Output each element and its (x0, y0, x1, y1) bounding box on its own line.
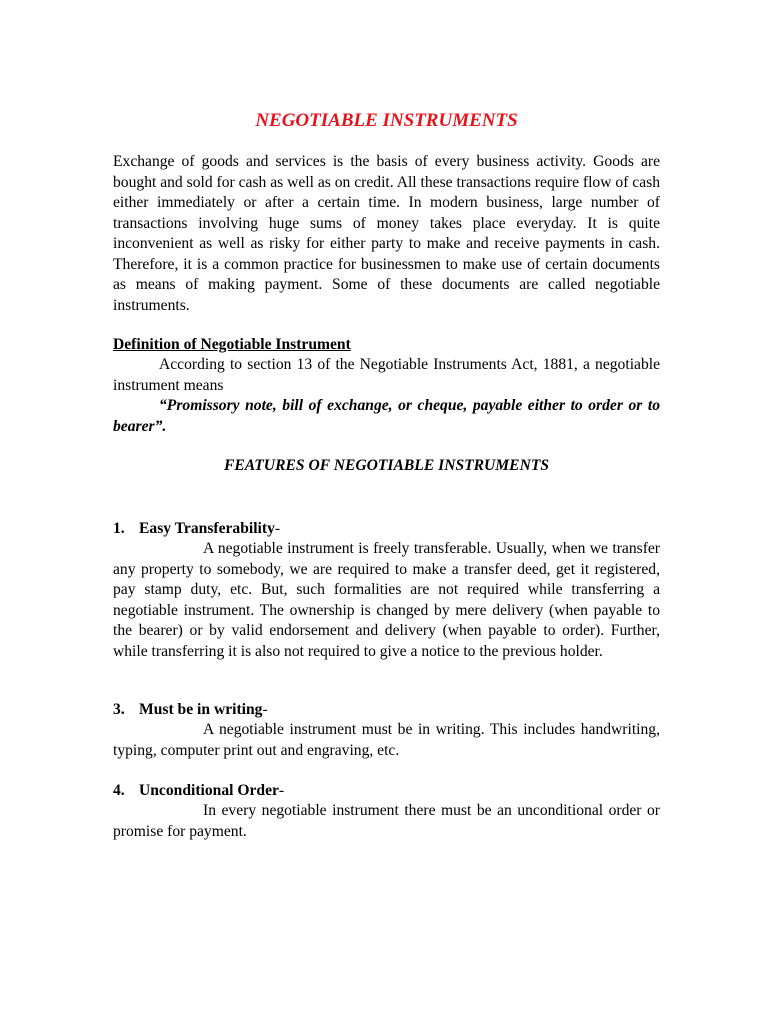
feature-heading-easy-transferability (113, 519, 280, 540)
definition-text: According to section 13 of the Negotiable Instruments Act, 1881, a negotiable instrument means (113, 356, 660, 394)
feature-body-easy-transferability: A negotiable instrument is freely transferable. Usually, when we transfer any property to somebody, we are required to make a transfer deed, get it registered, pay stamp duty, etc. But, such formalities are not required while transferring a negotiable instrument. The ownership is changed by mere delivery (when payable to the bearer) or by valid endorsement and delivery (when payable to order). Further, while transferring it is also not required to give a notice to the previous holder. (113, 540, 660, 660)
definition-quote: “Promissory note, bill of exchange, or cheque, payable either to order or to bearer”. (113, 397, 660, 435)
feature-body-unconditional-order: In every negotiable instrument there must be an unconditional order or promise for payment. (113, 802, 660, 840)
feature-dash: - (262, 701, 268, 718)
feature-title: Unconditional Order (139, 782, 279, 799)
feature-number: 1. (113, 520, 125, 537)
definition-heading: Definition of Negotiable Instrument (113, 336, 351, 353)
page-title: NEGOTIABLE INSTRUMENTS (255, 110, 518, 131)
feature-number: 4. (113, 782, 125, 799)
feature-body-must-be-in-writing: A negotiable instrument must be in writing. This includes handwriting, typing, computer print out and engraving, etc. (113, 721, 660, 759)
feature-dash: - (274, 520, 281, 537)
feature-title: Easy Transferability (139, 520, 275, 537)
feature-heading-unconditional-order (113, 781, 284, 802)
feature-dash: - (278, 782, 285, 799)
features-heading: FEATURES OF NEGOTIABLE INSTRUMENTS (223, 457, 550, 474)
feature-heading-must-be-in-writing (113, 700, 268, 721)
intro-paragraph: Exchange of goods and services is the basis of every business activity. Goods are bought and sold for cash as well as on credit. All these transactions require flow of cash either immediately or after a certain time. In modern business, large number of transactions involving huge sums of money takes place everyday. It is quite inconvenient as well as risky for either party to make and receive payments in cash. Therefore, it is a common practice for businessmen to make use of certain documents as means of making payment. Some of these documents are called negotiable instruments. (113, 153, 660, 314)
feature-number: 3. (113, 701, 125, 718)
feature-title: Must be in writing (139, 701, 263, 718)
